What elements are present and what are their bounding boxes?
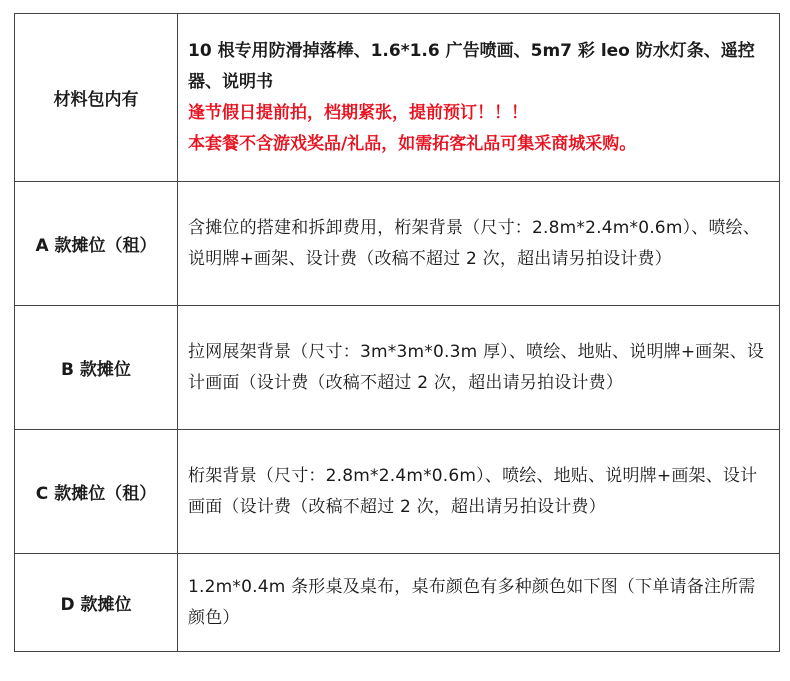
row-label-booth-c: C 款摊位（租） (15, 430, 178, 554)
booth-b-description: 拉网展架背景（尺寸：3m*3m*0.3m 厚）、喷绘、地贴、说明牌+画架、设计画面（设计费（改稿不超过 2 次，超出请另拍设计费） (188, 341, 765, 393)
row-content-booth-b (178, 306, 780, 430)
holiday-notice-text: 逢节假日提前拍，档期紧张，提前预订！！！ (188, 102, 528, 123)
row-content-booth-a (178, 182, 780, 306)
table-row-booth-d (15, 554, 780, 652)
row-label-materials: 材料包内有 (15, 14, 178, 182)
row-label-booth-a: A 款摊位（租） (15, 182, 178, 306)
row-content-materials (178, 14, 780, 182)
materials-list-text: 10 根专用防滑掉落棒、1.6*1.6 广告喷画、5m7 彩 leo 防水灯条、遥控器、说明书 (188, 40, 755, 92)
row-label-booth-b: B 款摊位 (15, 306, 178, 430)
table-row-materials (15, 14, 780, 182)
table-row-booth-c (15, 430, 780, 554)
row-label-booth-d: D 款摊位 (15, 554, 178, 652)
package-table-container (14, 13, 780, 652)
booth-a-description: 含摊位的搭建和拆卸费用，桁架背景（尺寸：2.8m*2.4m*0.6m）、喷绘、说明牌+画架、设计费（改稿不超过 2 次，超出请另拍设计费） (188, 217, 761, 269)
prize-notice-text: 本套餐不含游戏奖品/礼品，如需拓客礼品可集采商城采购。 (188, 133, 637, 154)
table-row-booth-a (15, 182, 780, 306)
row-content-booth-c (178, 430, 780, 554)
booth-c-description: 桁架背景（尺寸：2.8m*2.4m*0.6m）、喷绘、地贴、说明牌+画架、设计画面（设计费（改稿不超过 2 次，超出请另拍设计费） (188, 465, 758, 517)
booth-d-description: 1.2m*0.4m 条形桌及桌布，桌布颜色有多种颜色如下图（下单请备注所需颜色） (188, 576, 756, 628)
row-content-booth-d (178, 554, 780, 652)
table-row-booth-b (15, 306, 780, 430)
package-table (14, 13, 780, 652)
